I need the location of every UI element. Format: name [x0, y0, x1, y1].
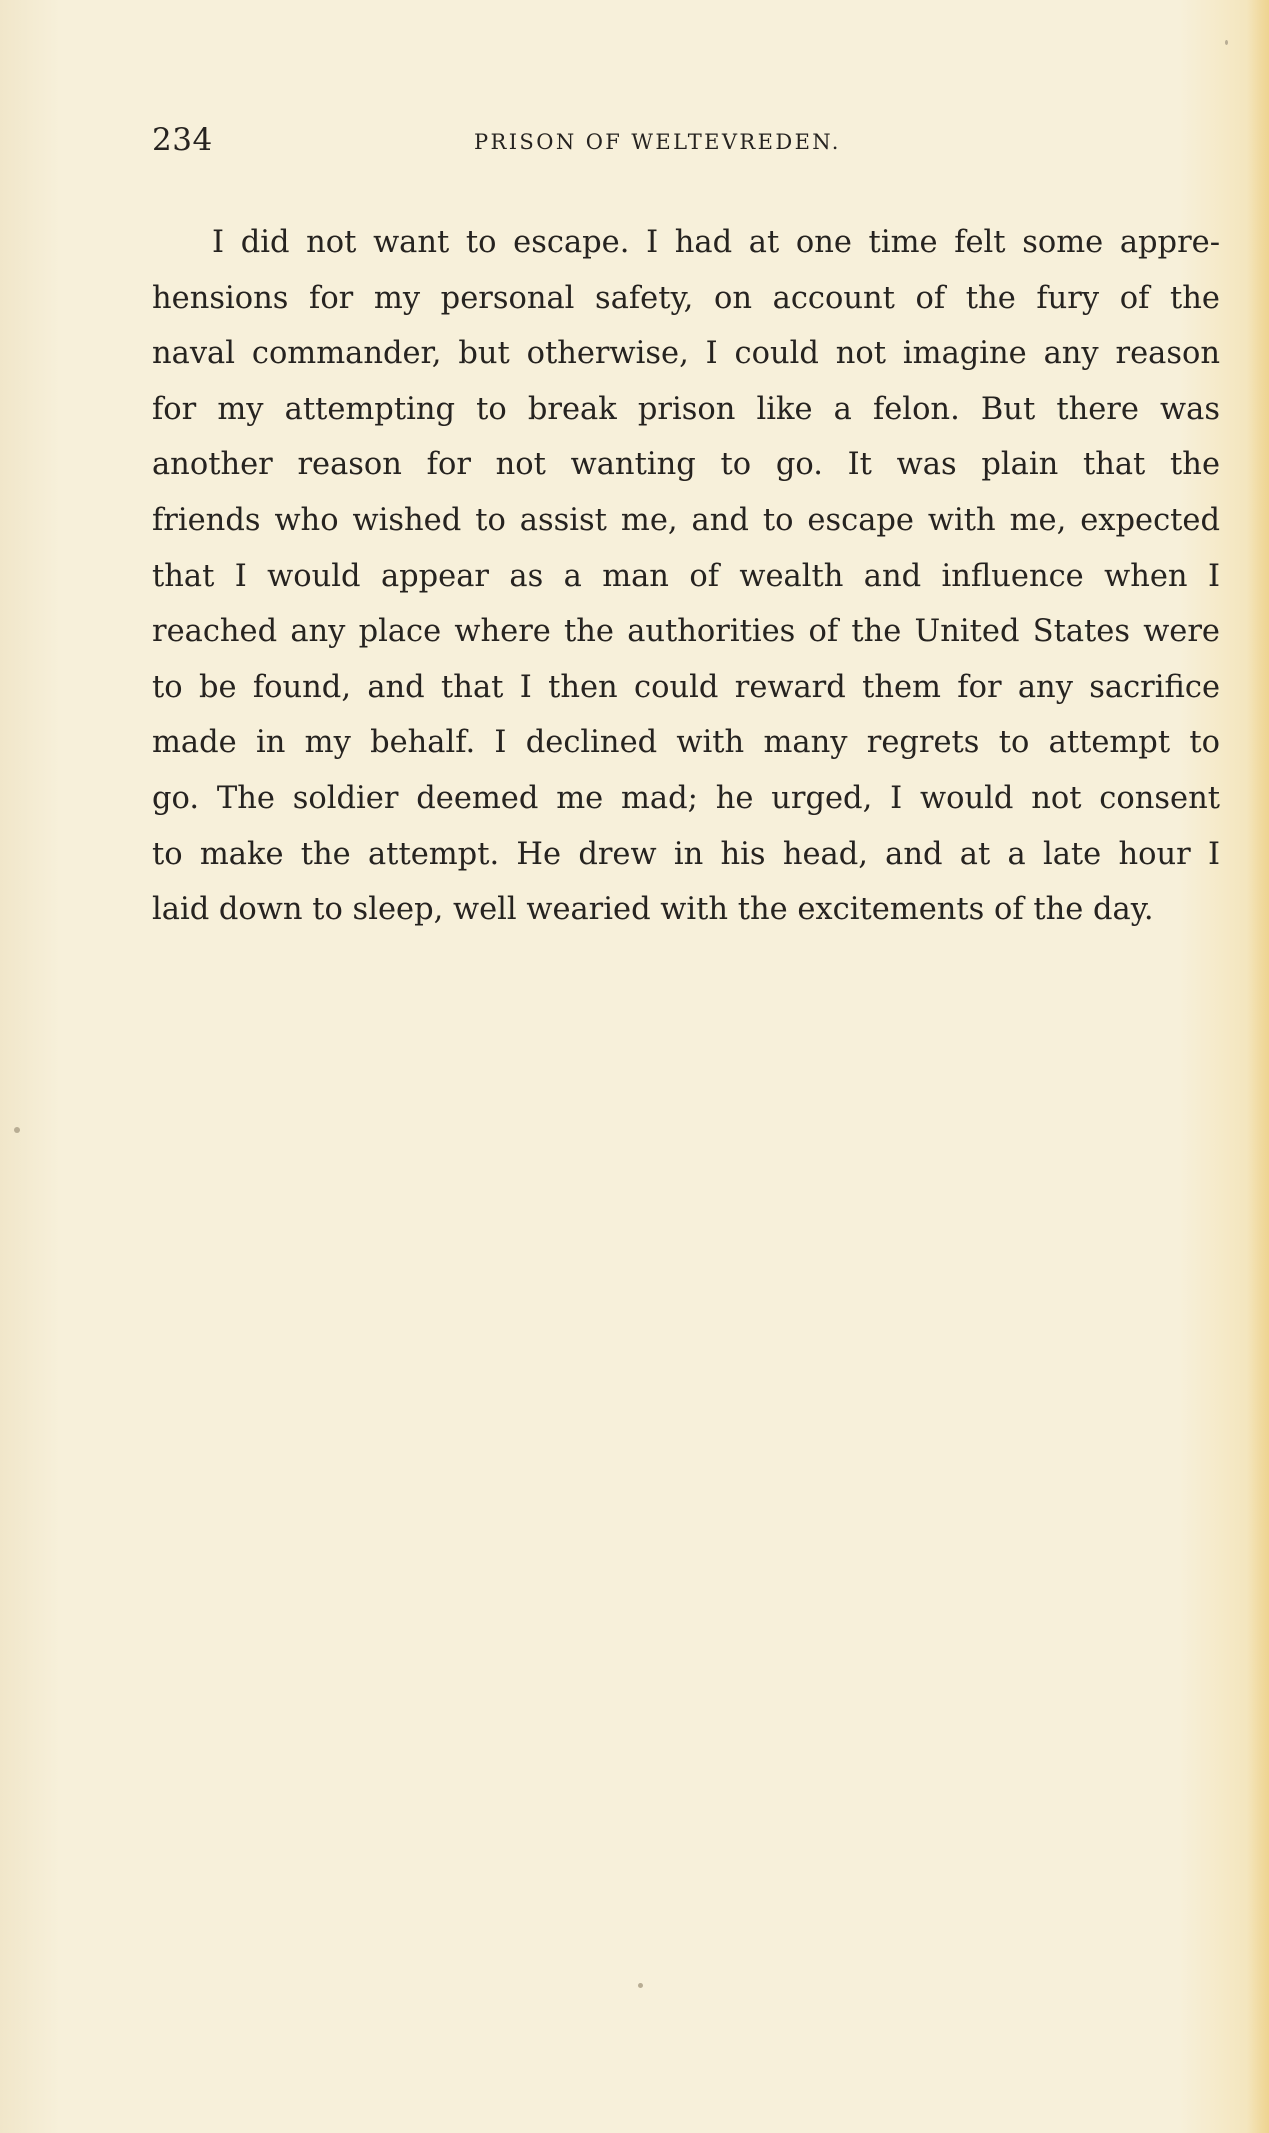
paper-speck	[1225, 40, 1228, 45]
text-line: another reason for not wanting to go. It was plain that the	[152, 447, 1220, 483]
text-line: to be found, and that I then could reward them for any sacrifice	[152, 669, 1220, 705]
text-line: naval commander, but otherwise, I could not imagine any reason	[152, 336, 1220, 372]
page-edge-shadow	[1247, 0, 1269, 2133]
text-line: reached any place where the authorities of the United States were	[152, 614, 1220, 650]
text-line: go. The soldier deemed me mad; he urged, I would not consent	[152, 780, 1220, 816]
text-line: I did not want to escape. I had at one time felt some appre-	[212, 225, 1220, 260]
text-line: that I would appear as a man of wealth and influence when I	[152, 558, 1220, 594]
text-line: for my attempting to break prison like a felon. But there was	[152, 391, 1220, 427]
page-header	[152, 118, 1220, 168]
paragraph	[152, 215, 1220, 938]
paper-speck	[14, 1127, 20, 1133]
text-line: hensions for my personal safety, on account of the fury of the	[152, 280, 1220, 316]
text-line: laid down to sleep, well wearied with the excitements of the day.	[152, 892, 1154, 928]
text-line: made in my behalf. I declined with many regrets to attempt to	[152, 725, 1220, 761]
running-head: PRISON OF WELTEVREDEN.	[474, 130, 841, 154]
text-line: to make the attempt. He drew in his head, and at a late hour I	[152, 836, 1220, 872]
page-number: 234	[152, 122, 213, 158]
paper-speck	[638, 1983, 643, 1988]
text-line: friends who wished to assist me, and to escape with me, expected	[152, 502, 1220, 538]
